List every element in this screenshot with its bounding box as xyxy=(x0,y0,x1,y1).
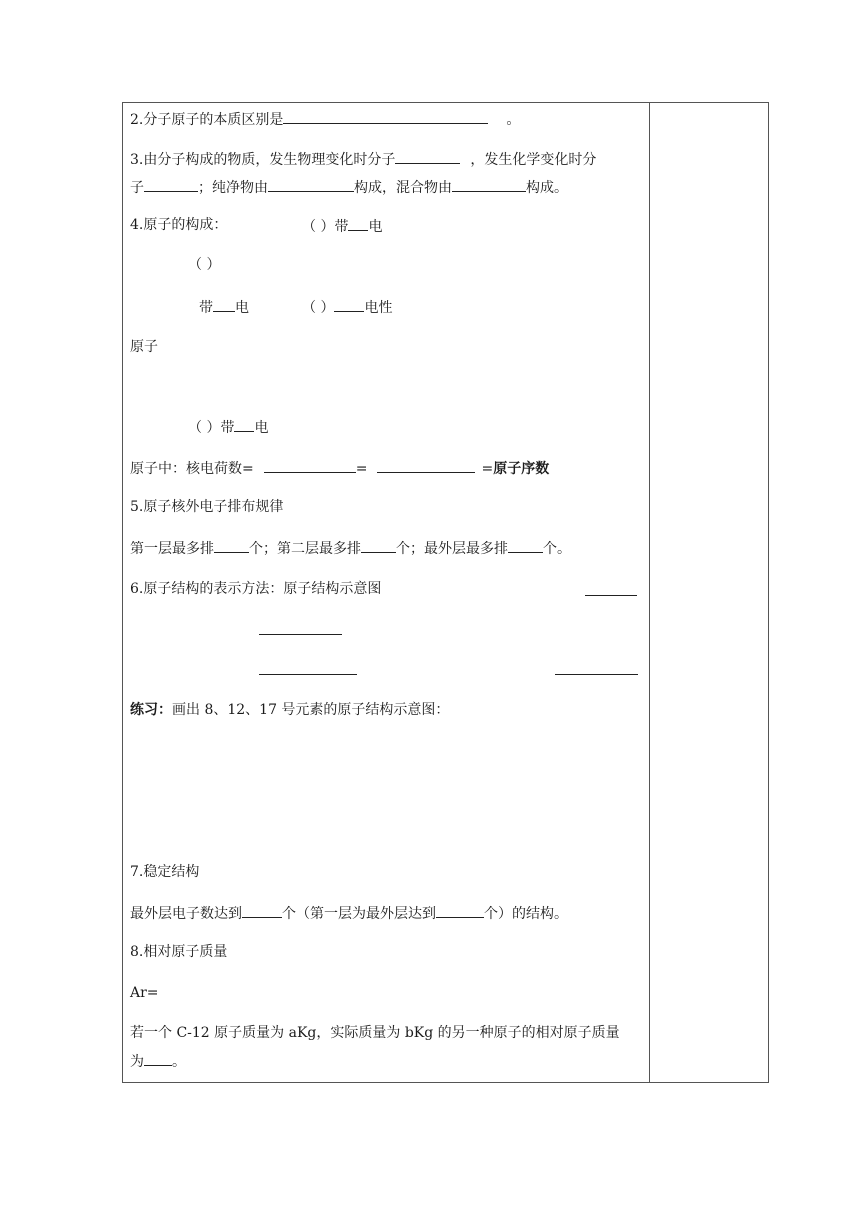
q4-paren-1: （ ） xyxy=(302,219,335,235)
q3-text-d: ；纯净物由 xyxy=(198,180,268,196)
q4-dian-2: 电 xyxy=(235,300,249,316)
q6-blank-2 xyxy=(259,634,342,635)
q8-title: 8.相对原子质量 xyxy=(130,944,228,960)
q4-paren-3: （ ） xyxy=(302,300,335,316)
q4-row-3b xyxy=(302,296,392,318)
q6-blank-4 xyxy=(555,674,638,675)
q4-rule-end: 原子序数 xyxy=(493,461,550,477)
q7-text-c: 个）的结构。 xyxy=(484,906,568,922)
q4-dai-3: 带 xyxy=(220,420,235,436)
q4-dian-3: 电 xyxy=(254,420,269,436)
q5-blank-3 xyxy=(508,537,543,553)
q7-title: 7.稳定结构 xyxy=(130,864,200,880)
notes-column xyxy=(650,103,768,1082)
q4-eq2: = xyxy=(481,461,494,477)
q3-line-2 xyxy=(130,176,568,198)
q5-blank-1 xyxy=(214,537,249,553)
q5-text-c: 个；最外层最多排 xyxy=(396,541,508,557)
q3-text-c: 子 xyxy=(130,180,144,196)
q4-blank-6 xyxy=(377,457,475,473)
q4-dai-1: 带 xyxy=(334,219,349,235)
q5-text-d: 个。 xyxy=(543,541,571,557)
q6-blank-1 xyxy=(585,595,637,596)
q4-row-5 xyxy=(188,416,268,438)
q4-row-3a xyxy=(199,296,249,318)
q6-blank-3 xyxy=(259,674,357,675)
q7-blank-1 xyxy=(242,902,282,918)
q4-eq: = xyxy=(355,461,368,477)
q4-blank-5 xyxy=(264,457,356,473)
q3-line-1 xyxy=(130,148,596,170)
q7-text-b: 个（第一层为最外层达到 xyxy=(282,906,436,922)
q3-text-a: 3.由分子构成的物质，发生物理变化时分子 xyxy=(130,152,396,168)
q2-text: 2.分子原子的本质区别是 xyxy=(130,112,284,128)
q4-paren-4: （ ） xyxy=(188,420,221,436)
q4-dai-2: 带 xyxy=(199,300,213,316)
q4-row-1 xyxy=(302,215,382,237)
q4-blank-4 xyxy=(234,416,254,432)
q4-dian-1: 电 xyxy=(368,219,383,235)
practice-label: 练习： xyxy=(130,702,172,718)
q4-dianxing: 电性 xyxy=(364,300,393,316)
q4-rule-a: 原子中：核电荷数= xyxy=(130,461,254,477)
q5-line xyxy=(130,537,571,559)
q7-blank-2 xyxy=(436,902,484,918)
q7-text-a: 最外层电子数达到 xyxy=(130,906,242,922)
q3-blank-1 xyxy=(395,148,460,164)
q5-text-a: 第一层最多排 xyxy=(130,541,214,557)
q3-text-e: 构成，混合物由 xyxy=(354,180,452,196)
q3-blank-4 xyxy=(452,176,526,192)
q7-line xyxy=(130,902,568,924)
q5-blank-2 xyxy=(361,537,396,553)
q8-text-a: 为 xyxy=(130,1054,144,1070)
q2-line xyxy=(130,108,520,130)
q4-blank-2 xyxy=(213,296,235,312)
q2-end: 。 xyxy=(506,112,521,128)
q4-title: 4.原子的构成： xyxy=(130,217,228,233)
q8-line-2 xyxy=(130,1050,186,1072)
q2-blank xyxy=(283,108,488,124)
q8-text-b: 。 xyxy=(172,1054,186,1070)
q4-blank-3 xyxy=(334,296,364,312)
practice-text: 画出 8、12、17 号元素的原子结构示意图： xyxy=(172,702,450,718)
q4-paren-2: （ ） xyxy=(188,257,221,273)
q8-blank xyxy=(144,1050,172,1066)
q8-formula: Ar= xyxy=(130,985,159,1001)
q5-title: 5.原子核外电子排布规律 xyxy=(130,499,284,515)
q4-atom: 原子 xyxy=(130,339,158,355)
q3-text-b: ，发生化学变化时分 xyxy=(470,152,597,168)
q8-line-1: 若一个 C-12 原子质量为 aKg，实际质量为 bKg 的另一种原子的相对原子质量 xyxy=(130,1025,620,1041)
q3-text-f: 构成。 xyxy=(526,180,568,196)
q4-blank-1 xyxy=(348,215,368,231)
q3-blank-3 xyxy=(268,176,354,192)
practice-line xyxy=(130,700,449,720)
q6-title: 6.原子结构的表示方法：原子结构示意图 xyxy=(130,581,382,597)
q4-rule xyxy=(130,457,549,479)
q3-blank-2 xyxy=(144,176,198,192)
q5-text-b: 个；第二层最多排 xyxy=(249,541,361,557)
